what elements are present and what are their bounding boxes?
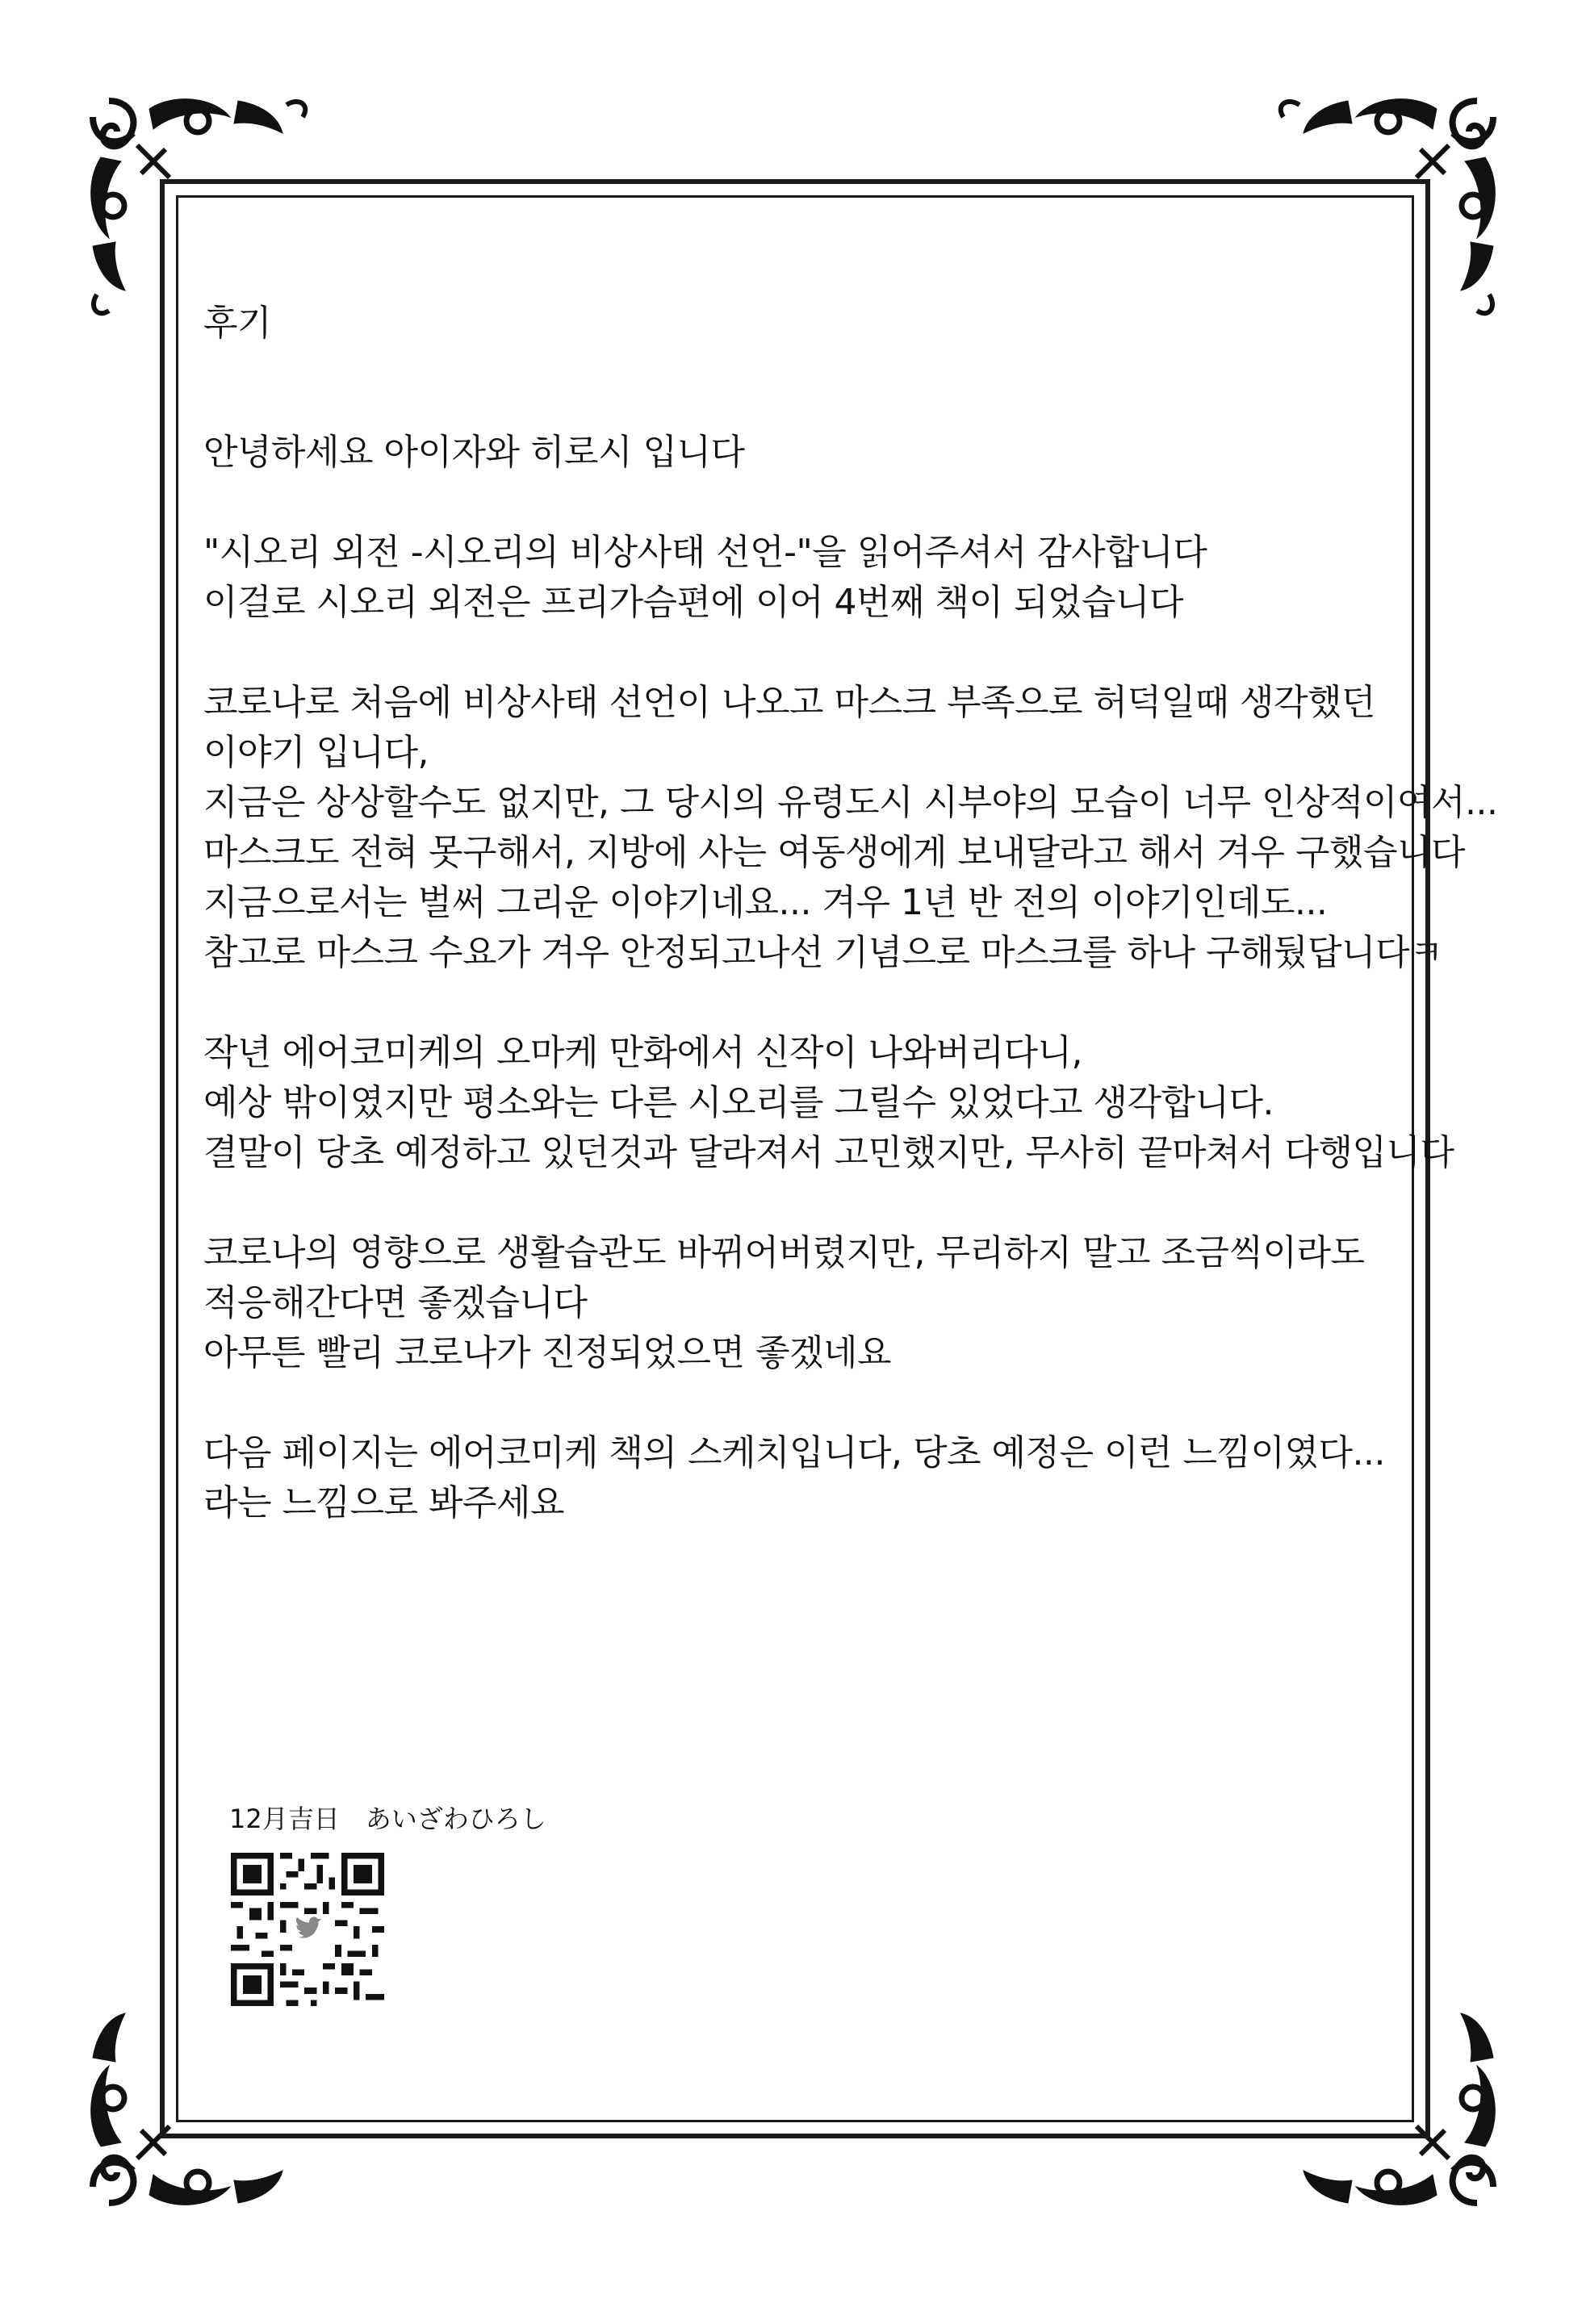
text-line: 적응해간다면 좋겠습니다: [203, 1282, 588, 1323]
qr-code-svg-icon: [231, 1853, 384, 2006]
afterword-body: [203, 299, 1498, 1578]
text-line: 결말이 당초 예정하고 있던것과 달라져서 고민했지만, 무사히 끝마쳐서 다행입니다: [203, 1132, 1454, 1173]
paragraph: [203, 1028, 1463, 1178]
page-title: 후기: [203, 303, 272, 344]
text-line: 코로나로 처음에 비상사태 선언이 나오고 마스크 부족으로 허덕일때 생각했던: [203, 682, 1376, 723]
paragraph: [203, 678, 1498, 978]
text-line: 라는 느낌으로 봐주세요: [203, 1482, 565, 1524]
paragraph: [203, 428, 1463, 478]
text-line: 이걸로 시오리 외전은 프리가슴편에 이어 4번째 책이 되었습니다: [203, 582, 1183, 623]
text-line: 안녕하세요 아이자와 히로시 입니다: [203, 432, 745, 473]
text-line: 예상 밖이였지만 평소와는 다른 시오리를 그릴수 있었다고 생각합니다.: [203, 1082, 1274, 1123]
text-line: 이야기 입니다,: [203, 732, 429, 773]
paragraph: [203, 528, 1463, 628]
text-line: 코로나의 영향으로 생활습관도 바뀌어버렸지만, 무리하지 말고 조금씩이라도: [203, 1232, 1365, 1273]
text-line: 지금으로서는 벌써 그리운 이야기네요... 겨우 1년 반 전의 이야기인데도...: [203, 882, 1328, 923]
text-line: 참고로 마스크 수요가 겨우 안정되고나선 기념으로 마스크를 하나 구해뒀답니다ㅋ: [203, 932, 1444, 973]
signature: 12月吉日 あいざわひろし: [229, 1804, 546, 1834]
qr-code-icon[interactable]: [231, 1853, 384, 2006]
text-line: 작년 에어코미케의 오마케 만화에서 신작이 나와버리다니,: [203, 1032, 1083, 1073]
paragraph: [203, 1228, 1463, 1378]
text-line: 다음 페이지는 에어코미케 책의 스케치입니다, 당초 예정은 이런 느낌이였다...: [203, 1432, 1385, 1473]
text-line: "시오리 외전 -시오리의 비상사태 선언-"을 읽어주셔서 감사합니다: [203, 532, 1207, 573]
text-line: 마스크도 전혀 못구해서, 지방에 사는 여동생에게 보내달라고 해서 겨우 구했습니다: [203, 832, 1465, 873]
paragraph: [203, 1428, 1463, 1528]
text-line: 지금은 상상할수도 없지만, 그 당시의 유령도시 시부야의 모습이 너무 인상적이여서...: [203, 782, 1498, 823]
text-line: 아무튼 빨리 코로나가 진정되었으면 좋겠네요: [203, 1332, 892, 1373]
